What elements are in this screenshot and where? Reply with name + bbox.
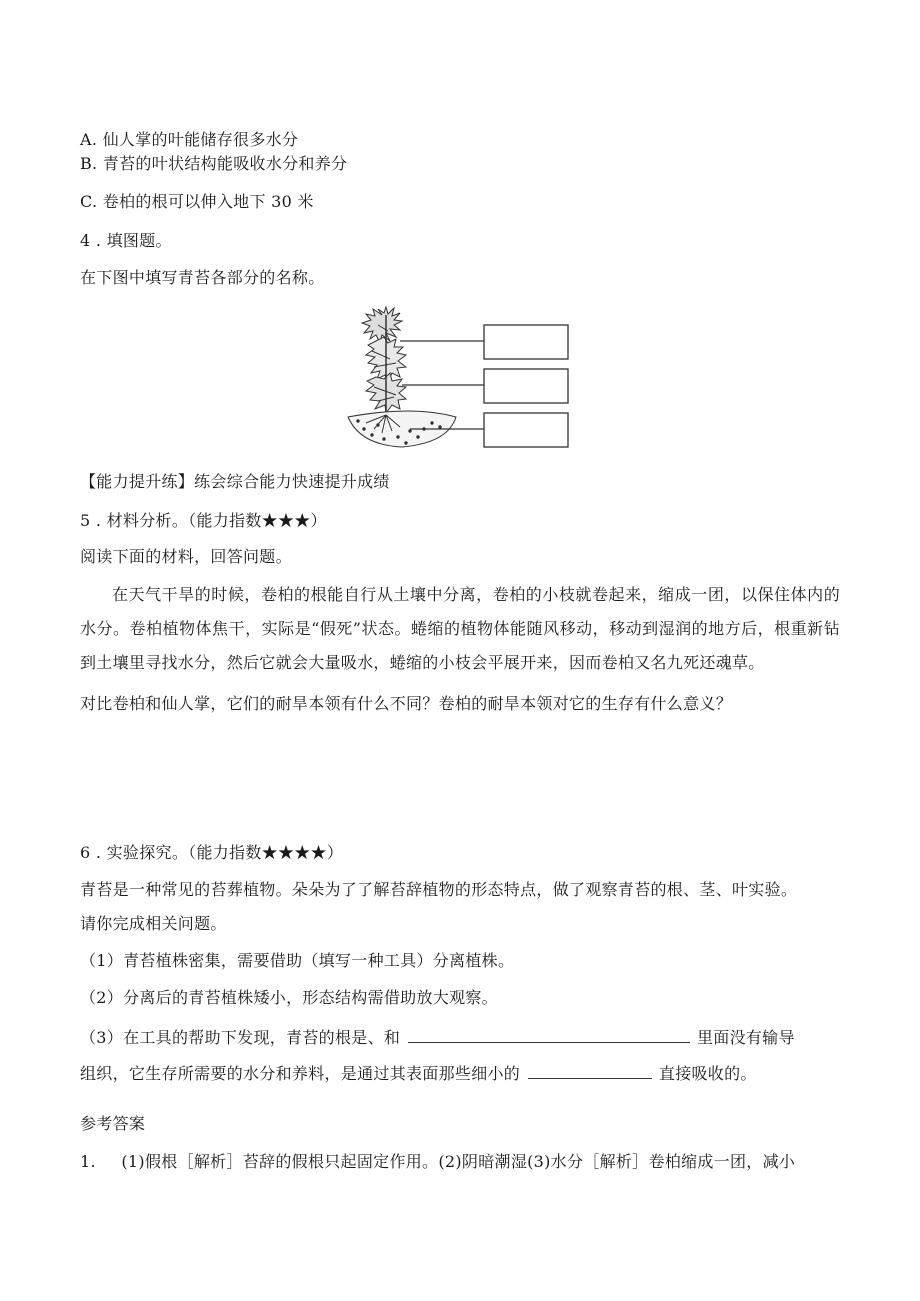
- q6-item-3-text-c: 组织，它生存所需要的水分和养料，是通过其表面那些细小的: [80, 1064, 521, 1083]
- q6-item-3-cont: [80, 1062, 757, 1084]
- answer-number: 1.: [80, 1152, 96, 1171]
- q4-instruction: 在下图中填写青苔各部分的名称。: [80, 268, 325, 287]
- answer-text: (1)假根［解析］苔辞的假根只起固定作用。(2)阴暗潮湿(3)水分［解析］卷柏缩成一团，减小: [121, 1152, 796, 1171]
- label-box-stem[interactable]: [484, 369, 568, 403]
- label-box-root[interactable]: [484, 413, 568, 447]
- q6-heading: 6 . 实验探究。（能力指数★★★★）: [80, 843, 344, 862]
- q5-question: 对比卷柏和仙人掌，它们的耐旱本领有什么不同？卷柏的耐旱本领对它的生存有什么意义？: [80, 694, 733, 713]
- answers-title: 参考答案: [80, 1114, 146, 1133]
- q6-item-3: [80, 1026, 795, 1048]
- q6-item-3-text-d: 直接吸收的。: [658, 1064, 757, 1083]
- q5-heading: 5 . 材料分析。（能力指数★★★）: [80, 511, 327, 530]
- moss-diagram: [340, 305, 580, 457]
- q5-passage: 在天气干旱的时候，卷柏的根能自行从土壤中分离，卷柏的小枝就卷起来，缩成一团，以保住体内的水分。卷柏植物体焦干，实际是“假死”状态。蜷缩的植物体能随风移动，移动到湿润的地方后，根重新钻到土壤里寻找水分，然后它就会大量吸水，蜷缩的小枝会平展开来，因而卷柏又名九死还魂草。: [80, 585, 840, 672]
- moss-plant-illustration: [348, 307, 456, 447]
- answer-line-1: [80, 1152, 795, 1172]
- q6-item-3-text-b: 里面没有输导: [696, 1028, 795, 1047]
- q6-item-3-text-a: （3）在工具的帮助下发现，青苔的根是、和: [80, 1028, 401, 1047]
- option-a: A. 仙人掌的叶能储存很多水分: [80, 130, 299, 149]
- q4-heading: 4 . 填图题。: [80, 231, 172, 250]
- option-b: B. 青苔的叶状结构能吸收水分和养分: [80, 154, 348, 173]
- section-title: 【能力提升练】练会综合能力快速提升成绩: [80, 472, 390, 491]
- q6-intro-2: 请你完成相关问题。: [80, 914, 227, 933]
- answer-blank-1[interactable]: [408, 1026, 690, 1043]
- q5-instruction: 阅读下面的材料，回答问题。: [80, 547, 292, 566]
- q6-item-2: （2）分离后的青苔植株矮小，形态结构需借助放大观察。: [80, 988, 498, 1007]
- label-box-leaf[interactable]: [484, 325, 568, 359]
- answer-blank-2[interactable]: [528, 1062, 652, 1079]
- option-c: C. 卷柏的根可以伸入地下 30 米: [80, 192, 314, 211]
- q6-item-1: （1）青苔植株密集，需要借助（填写一种工具）分离植株。: [80, 951, 515, 970]
- q6-intro-1: 青苔是一种常见的苔葬植物。朵朵为了了解苔辞植物的形态特点，做了观察青苔的根、茎、叶实验。: [80, 880, 798, 899]
